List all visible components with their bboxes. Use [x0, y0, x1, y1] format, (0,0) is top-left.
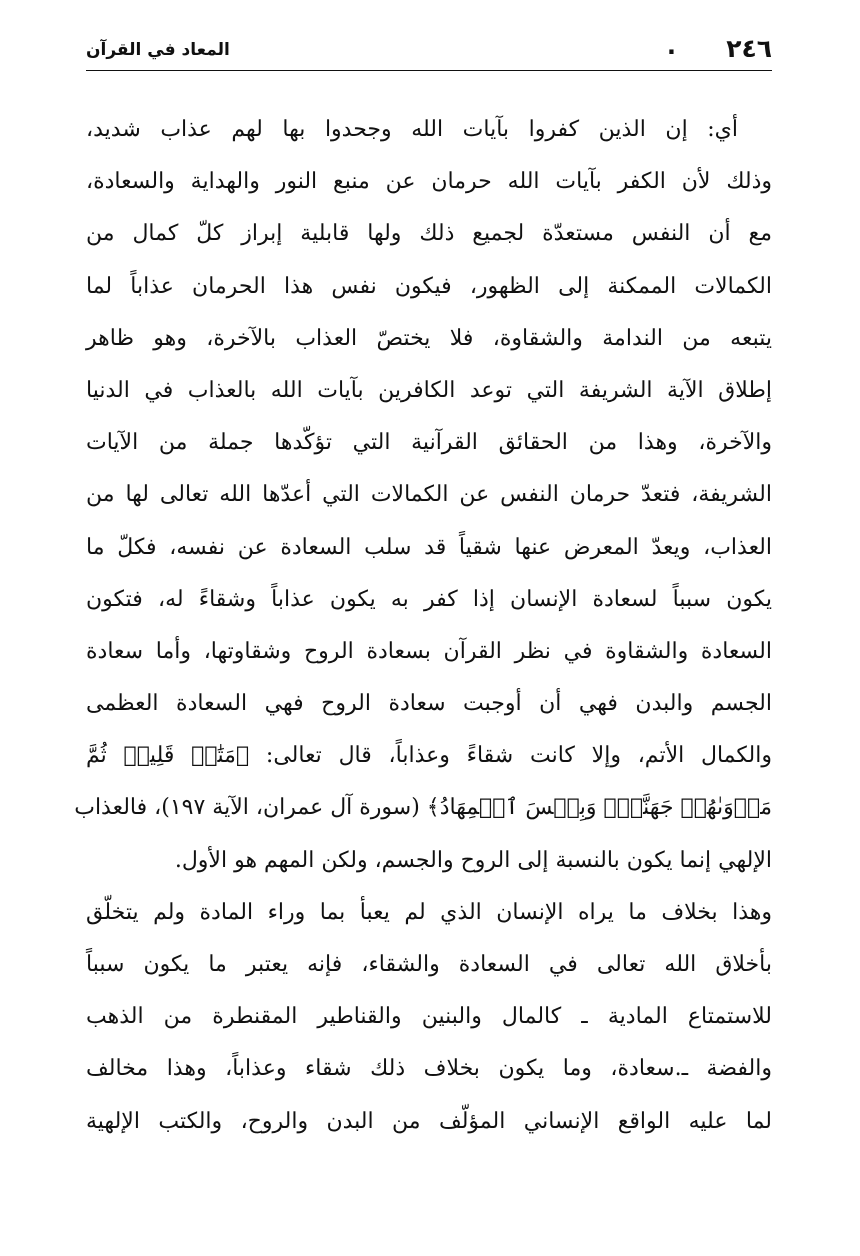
text-line: أي: إن الذين كفروا بآيات الله وجحدوا بها لهم عذاب شديد،	[86, 117, 738, 142]
text-line: السعادة والشقاوة في نظر القرآن بسعادة الروح وشقاوتها، وأما سعادة	[86, 638, 772, 664]
text-line: يتبعه من الندامة والشقاوة، فلا يختصّ العذاب بالآخرة، وهو ظاهر	[86, 325, 772, 351]
running-header	[86, 30, 772, 70]
book-title: المعاد في القرآن	[86, 40, 230, 60]
text-line: والفضة ـ.سعادة، وما يكون بخلاف ذلك شقاء وعذاباً، وهذا مخالف	[86, 1056, 772, 1082]
header-separator: .	[666, 32, 676, 60]
text-line: لما عليه الواقع الإنساني المؤلّف من البدن والروح، والكتب الإلهية	[86, 1108, 772, 1134]
text-line: العذاب، ويعدّ المعرض عنها شقياً قد سلب السعادة عن نفسه، فكلّ ما	[86, 534, 772, 560]
header-rule	[86, 70, 772, 71]
text-line: بأخلاق الله تعالى في السعادة والشقاء، فإنه يعتبر ما يكون سبباً	[86, 952, 772, 977]
text-line: مَأۡوَىٰهُمۡ جَهَنَّمُۚ وَبِئۡسَ ٱلۡمِهَادُ﴾ (سورة آل عمران، الآية ١٩٧)، فالعذاب	[74, 795, 772, 821]
text-line: والكمال الأتم، وإلا كانت شقاءً وعذاباً، قال تعالى: ﴿مَتَٰعٞ قَلِيلٞ ثُمَّ	[86, 743, 772, 769]
text-line: للاستمتاع المادية ـ كالمال والبنين والقناطير المقنطرة من الذهب	[86, 1004, 772, 1030]
text-line: وذلك لأن الكفر بآيات الله حرمان عن منبع النور والهداية والسعادة،	[86, 169, 772, 195]
text-line: إطلاق الآية الشريفة التي توعد الكافرين بآيات الله بالعذاب في الدنيا	[86, 377, 772, 403]
text-line: وهذا بخلاف ما يراه الإنسان الذي لم يعبأ بما وراء المادة ولم يتخلّق	[86, 899, 772, 925]
text-line: الكمالات الممكنة إلى الظهور، فيكون نفس هذا الحرمان عذاباً لما	[86, 273, 772, 299]
text-line: يكون سبباً لسعادة الإنسان إذا كفر به يكون عذاباً وشقاءً له، فتكون	[86, 586, 772, 612]
text-line: الإلهي إنما يكون بالنسبة إلى الروح والجسم، ولكن المهم هو الأول.	[174, 847, 772, 873]
text-line: مع أن النفس مستعدّة لجميع ذلك ولها قابلية إبراز كلّ كمال من	[86, 221, 772, 247]
text-line: الجسم والبدن فهي أن أوجبت سعادة الروح فهي السعادة العظمى	[86, 691, 772, 717]
page-number: ٢٤٦	[726, 34, 772, 63]
text-line: الشريفة، فتعدّ حرمان النفس عن الكمالات التي أعدّها الله تعالى لها من	[86, 482, 772, 508]
text-line: والآخرة، وهذا من الحقائق القرآنية التي تؤكّدها جملة من الآيات	[86, 430, 772, 456]
body-text	[74, 104, 772, 1148]
